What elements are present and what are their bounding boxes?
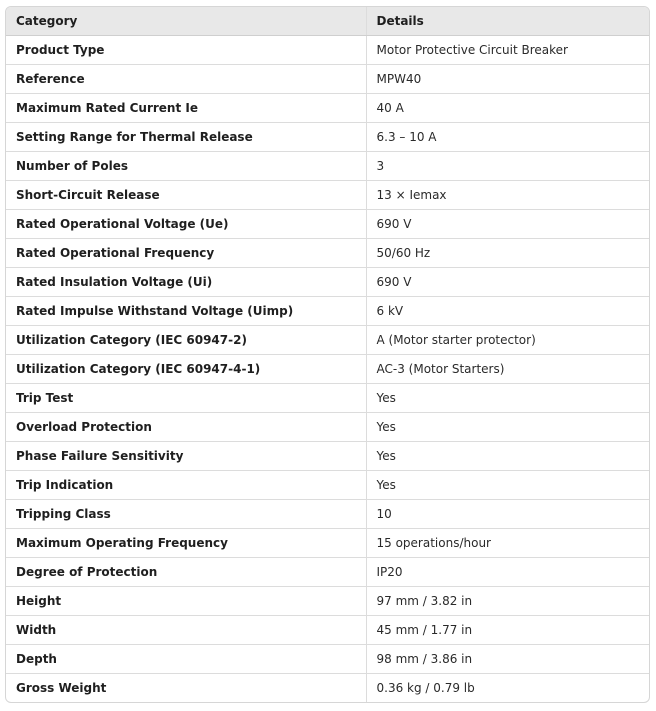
table-row xyxy=(6,94,649,123)
category-cell: Utilization Category (IEC 60947-2) xyxy=(6,326,366,355)
table-row xyxy=(6,355,649,384)
table-row xyxy=(6,152,649,181)
table-row xyxy=(6,268,649,297)
category-cell: Setting Range for Thermal Release xyxy=(6,123,366,152)
table-row xyxy=(6,210,649,239)
table-row xyxy=(6,471,649,500)
table-row xyxy=(6,297,649,326)
category-cell: Tripping Class xyxy=(6,500,366,529)
category-cell: Trip Indication xyxy=(6,471,366,500)
details-cell: Yes xyxy=(366,442,649,471)
details-cell: 45 mm / 1.77 in xyxy=(366,616,649,645)
table-row xyxy=(6,529,649,558)
header-details: Details xyxy=(366,7,649,36)
category-cell: Overload Protection xyxy=(6,413,366,442)
spec-table xyxy=(6,7,649,702)
category-cell: Rated Insulation Voltage (Ui) xyxy=(6,268,366,297)
table-row xyxy=(6,645,649,674)
details-cell: 690 V xyxy=(366,268,649,297)
table-row xyxy=(6,558,649,587)
details-cell: 15 operations/hour xyxy=(366,529,649,558)
table-row xyxy=(6,65,649,94)
category-cell: Height xyxy=(6,587,366,616)
table-row xyxy=(6,123,649,152)
table-row xyxy=(6,500,649,529)
details-cell: MPW40 xyxy=(366,65,649,94)
details-cell: AC-3 (Motor Starters) xyxy=(366,355,649,384)
table-row xyxy=(6,616,649,645)
category-cell: Number of Poles xyxy=(6,152,366,181)
category-cell: Reference xyxy=(6,65,366,94)
table-row xyxy=(6,674,649,703)
table-row xyxy=(6,413,649,442)
category-cell: Degree of Protection xyxy=(6,558,366,587)
table-row xyxy=(6,384,649,413)
details-cell: A (Motor starter protector) xyxy=(366,326,649,355)
category-cell: Phase Failure Sensitivity xyxy=(6,442,366,471)
table-header-row xyxy=(6,7,649,36)
category-cell: Depth xyxy=(6,645,366,674)
table-row xyxy=(6,326,649,355)
category-cell: Product Type xyxy=(6,36,366,65)
table-row xyxy=(6,587,649,616)
category-cell: Short-Circuit Release xyxy=(6,181,366,210)
category-cell: Utilization Category (IEC 60947-4-1) xyxy=(6,355,366,384)
spec-table-container xyxy=(5,6,650,703)
table-body xyxy=(6,36,649,703)
category-cell: Maximum Rated Current Ie xyxy=(6,94,366,123)
table-row xyxy=(6,442,649,471)
category-cell: Maximum Operating Frequency xyxy=(6,529,366,558)
category-cell: Width xyxy=(6,616,366,645)
table-row xyxy=(6,36,649,65)
details-cell: Yes xyxy=(366,471,649,500)
details-cell: 0.36 kg / 0.79 lb xyxy=(376,681,475,695)
table-row xyxy=(6,239,649,268)
details-cell: 97 mm / 3.82 in xyxy=(366,587,649,616)
table-row xyxy=(6,181,649,210)
category-cell: Rated Impulse Withstand Voltage (Uimp) xyxy=(6,297,366,326)
category-cell: Trip Test xyxy=(6,384,366,413)
details-cell: IP20 xyxy=(366,558,649,587)
category-cell: Rated Operational Voltage (Ue) xyxy=(6,210,366,239)
details-cell: 40 A xyxy=(366,94,649,123)
details-cell: 13 × Iemax xyxy=(366,181,649,210)
header-category: Category xyxy=(6,7,366,36)
details-cell: 3 xyxy=(366,152,649,181)
category-cell: Rated Operational Frequency xyxy=(6,239,366,268)
category-cell: Gross Weight xyxy=(6,674,366,703)
details-cell: 6.3 – 10 A xyxy=(366,123,649,152)
details-cell: Motor Protective Circuit Breaker xyxy=(366,36,649,65)
details-cell: 10 xyxy=(366,500,649,529)
details-cell: 50/60 Hz xyxy=(366,239,649,268)
details-cell: 98 mm / 3.86 in xyxy=(366,645,649,674)
details-cell: 6 kV xyxy=(366,297,649,326)
details-cell: 690 V xyxy=(366,210,649,239)
details-cell: Yes xyxy=(366,413,649,442)
details-cell: Yes xyxy=(366,384,649,413)
